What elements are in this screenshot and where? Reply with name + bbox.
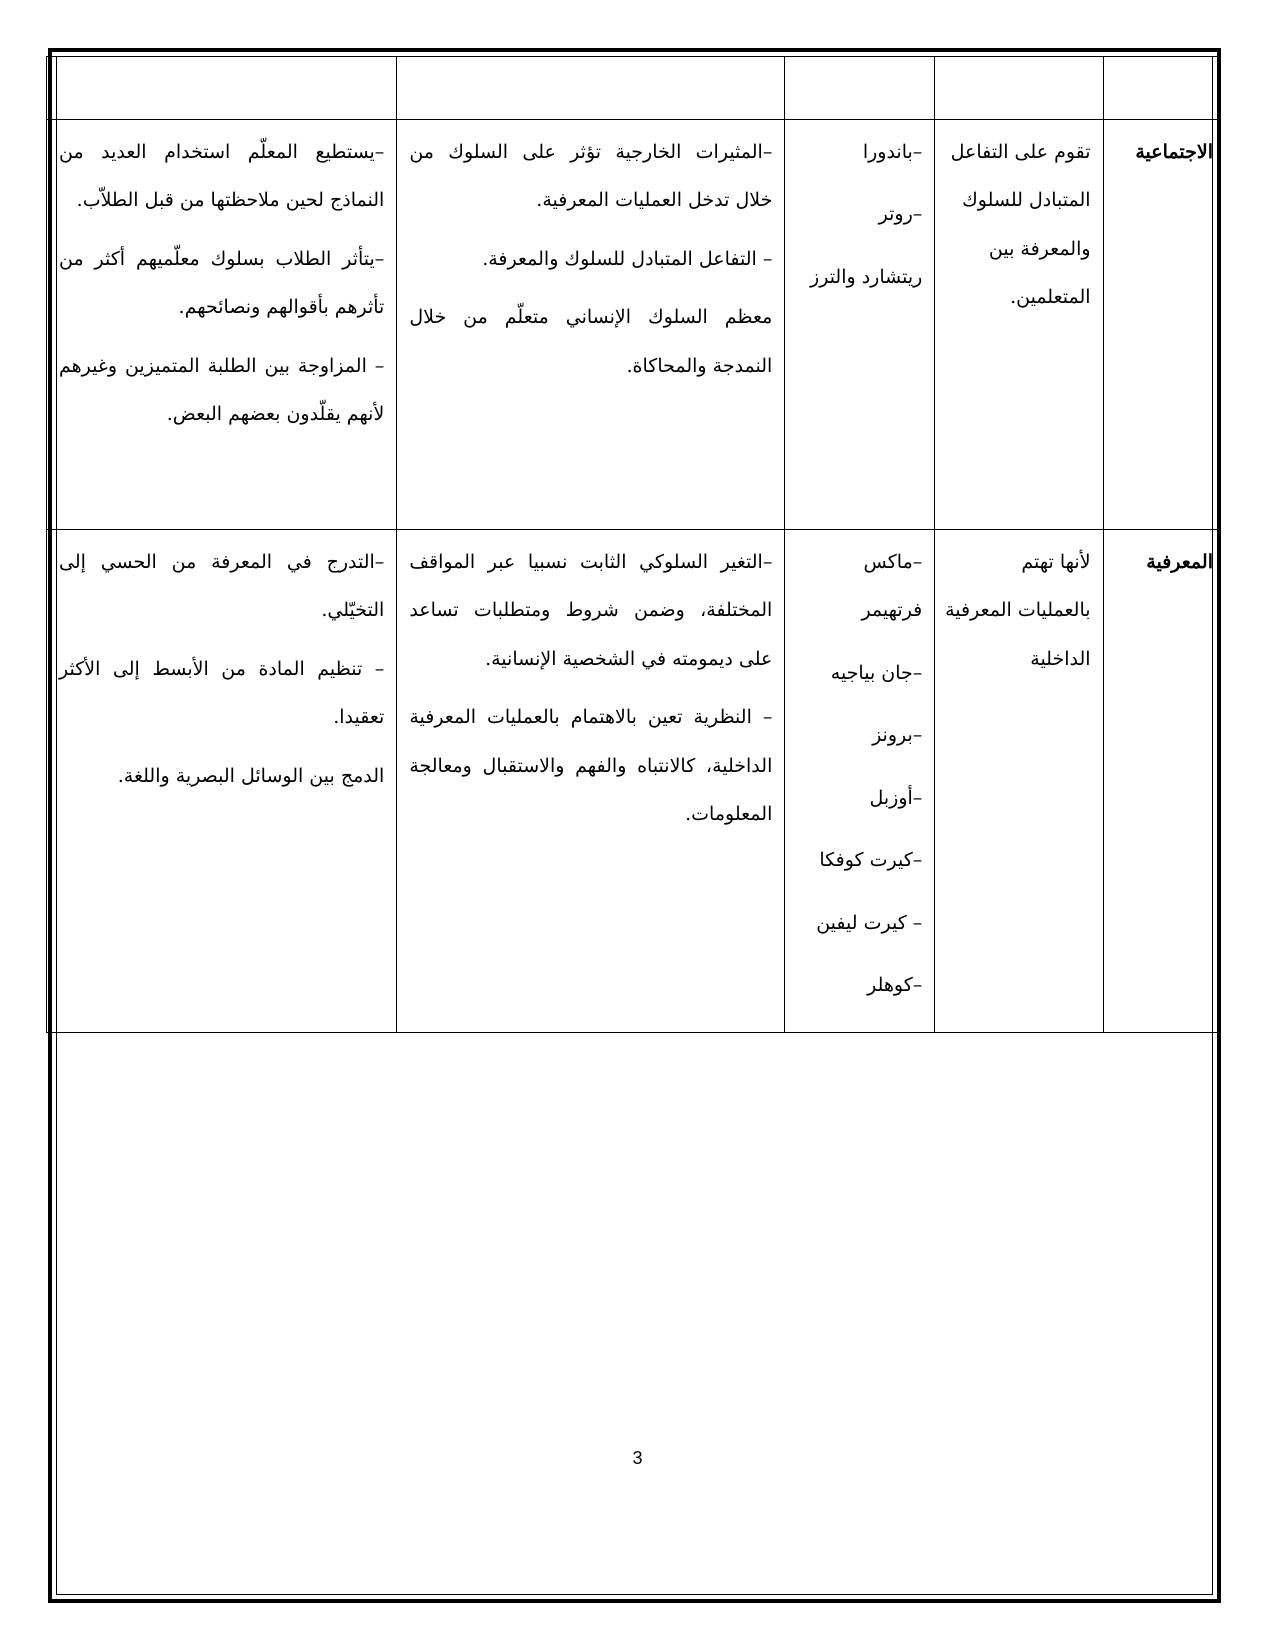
concept-paragraph: –التغير السلوكي الثابت نسبيا عبر المواقف المختلفة، وضمن شروط ومتطلبات تساعد على ديمومته في الشخصية الإنسانية. (409, 551, 773, 670)
application-paragraph: –التدرج في المعرفة من الحسي إلى التخيّلي. (59, 551, 385, 622)
principle-line: الداخلية (1030, 647, 1091, 670)
figure-name: –ماكس فرتهيمر (861, 551, 923, 622)
table-row-cognitive-theory (47, 530, 1218, 1033)
cell-principle (935, 530, 1103, 1033)
figure-name: –برونز (872, 724, 923, 747)
principle-line: المتبادل للسلوك (962, 189, 1091, 212)
table-row-empty (47, 57, 1218, 120)
principle-line: لأنها تهتم (1021, 551, 1091, 573)
learning-theories-table (46, 56, 1218, 1033)
cell-applications (47, 57, 397, 120)
figure-name: ريتشارد والترز (810, 265, 923, 288)
theory-name: المعرفية (1146, 551, 1213, 573)
figure-name: –أوزبل (869, 786, 923, 809)
cell-theory-name (1103, 120, 1217, 530)
cell-concepts (397, 57, 785, 120)
cell-theory-name (1103, 57, 1217, 120)
cell-figures (785, 530, 935, 1033)
cell-concepts (397, 530, 785, 1033)
concept-paragraph: –المثيرات الخارجية تؤثر على السلوك من خلال تدخل العمليات المعرفية. (409, 141, 773, 212)
principle-line: والمعرفة بين (988, 237, 1091, 260)
application-paragraph: – المزاوجة بين الطلبة المتميزين وغيرهم لأنهم يقلّدون بعضهم البعض. (59, 354, 385, 426)
figure-name: –روتر (878, 203, 923, 226)
cell-principle (935, 57, 1103, 120)
principle-line: المتعلمين. (1010, 286, 1091, 309)
cell-theory-name (1103, 530, 1217, 1033)
figure-name: – كيرت ليفين (816, 911, 923, 934)
concept-paragraph: – النظرية تعين بالاهتمام بالعمليات المعرفية الداخلية، كالانتباه والفهم والاستقبال ومعالجة المعلومات. (409, 706, 773, 826)
application-paragraph: – تنظيم المادة من الأبسط إلى الأكثر تعقيدا. (59, 657, 385, 729)
concept-paragraph: معظم السلوك الإنساني متعلّم من خلال النمدجة والمحاكاة. (409, 306, 773, 377)
theory-name: الاجتماعية (1135, 141, 1213, 163)
figure-name: –جان بياجيه (830, 661, 923, 684)
figure-name: –باندورا (862, 141, 923, 163)
application-paragraph: –يتأثر الطلاب بسلوك معلّميهم أكثر من تأثرهم بأقوالهم ونصائحهم. (59, 247, 385, 319)
concept-paragraph: – التفاعل المتبادل للسلوك والمعرفة. (482, 247, 773, 270)
cell-figures (785, 120, 935, 530)
figure-name: –كوهلر (867, 974, 923, 997)
principle-line: تقوم على التفاعل (950, 141, 1091, 163)
application-paragraph: –يستطيع المعلّم استخدام العديد من النماذج لحين ملاحظتها من قبل الطلاّب. (59, 141, 385, 212)
application-paragraph: الدمج بين الوسائل البصرية واللغة. (117, 764, 385, 787)
cell-figures (785, 57, 935, 120)
cell-concepts (397, 120, 785, 530)
cell-applications (47, 530, 397, 1033)
figure-name: –كيرت كوفكا (819, 849, 923, 872)
principle-line: بالعمليات المعرفية (945, 599, 1091, 622)
table-row-social-theory (47, 120, 1218, 530)
cell-principle (935, 120, 1103, 530)
cell-applications (47, 120, 397, 530)
page-number: 3 (632, 1448, 643, 1468)
